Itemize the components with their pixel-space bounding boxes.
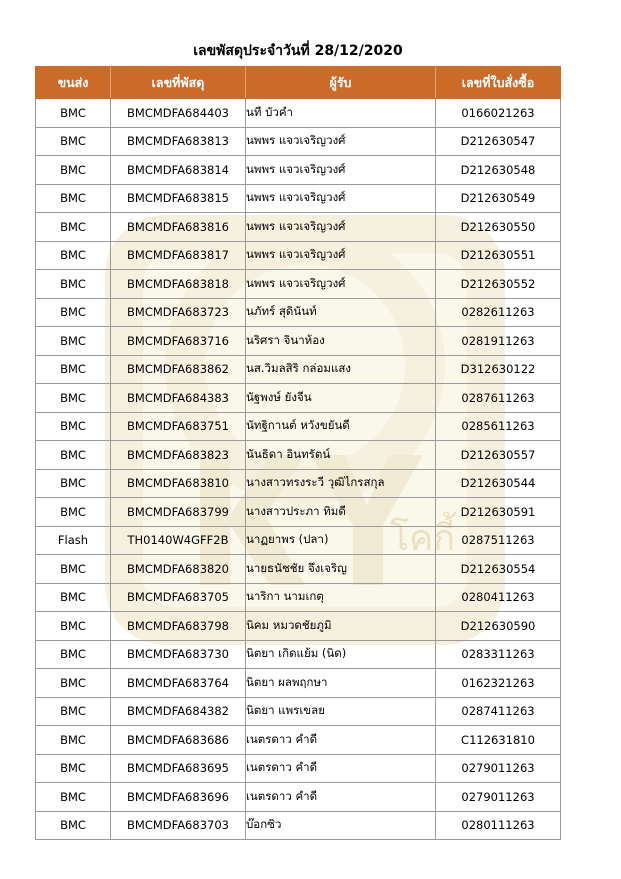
parcel-number-cell: BMCMDFA683716: [111, 327, 246, 356]
recipient-cell: นพพร แจวเจริญวงศ์: [246, 213, 436, 242]
parcel-number-cell: BMCMDFA683815: [111, 184, 246, 213]
parcel-number-cell: BMCMDFA684383: [111, 384, 246, 413]
table-row: [36, 697, 561, 726]
carrier-cell: BMC: [36, 555, 111, 584]
recipient-cell: นพพร แจวเจริญวงศ์: [246, 270, 436, 299]
order-number-cell: D212630554: [436, 555, 561, 584]
recipient-cell: นายธนัชชัย จึงเจริญ: [246, 555, 436, 584]
recipient-cell: นัทฐิกานต์ หวังขยันดี: [246, 412, 436, 441]
carrier-cell: BMC: [36, 697, 111, 726]
table-row: [36, 726, 561, 755]
parcel-number-cell: TH0140W4GFF2B: [111, 526, 246, 555]
table-row: [36, 469, 561, 498]
parcel-number-cell: BMCMDFA683862: [111, 355, 246, 384]
order-number-cell: D212630552: [436, 270, 561, 299]
table-row: [36, 241, 561, 270]
recipient-cell: นิคม หมวดชัยภูมิ: [246, 612, 436, 641]
order-number-cell: D212630549: [436, 184, 561, 213]
parcel-table: [35, 66, 561, 840]
table-row: [36, 156, 561, 185]
table-row: [36, 355, 561, 384]
order-number-cell: 0282611263: [436, 298, 561, 327]
table-row: [36, 555, 561, 584]
order-number-cell: D212630547: [436, 127, 561, 156]
table-row: [36, 526, 561, 555]
table-row: [36, 441, 561, 470]
table-row: [36, 270, 561, 299]
carrier-cell: BMC: [36, 811, 111, 840]
recipient-cell: นพพร แจวเจริญวงศ์: [246, 184, 436, 213]
recipient-cell: เนตรดาว คำดี: [246, 726, 436, 755]
recipient-cell: นพพร แจวเจริญวงศ์: [246, 156, 436, 185]
recipient-cell: นภัทร์ สุดินันท์: [246, 298, 436, 327]
recipient-cell: นิตยา ผลพฤกษา: [246, 669, 436, 698]
carrier-cell: BMC: [36, 754, 111, 783]
header-parcel-number: เลขที่พัสดุ: [111, 67, 246, 99]
recipient-cell: เนตรดาว คำดี: [246, 783, 436, 812]
parcel-number-cell: BMCMDFA683798: [111, 612, 246, 641]
carrier-cell: BMC: [36, 99, 111, 128]
table-row: [36, 498, 561, 527]
order-number-cell: D312630122: [436, 355, 561, 384]
order-number-cell: 0162321263: [436, 669, 561, 698]
parcel-number-cell: BMCMDFA683814: [111, 156, 246, 185]
recipient-cell: นันธิดา อินทรัตน์: [246, 441, 436, 470]
order-number-cell: D212630548: [436, 156, 561, 185]
recipient-cell: นาริกา นามเกตุ: [246, 583, 436, 612]
carrier-cell: BMC: [36, 127, 111, 156]
carrier-cell: BMC: [36, 412, 111, 441]
table-row: [36, 612, 561, 641]
carrier-cell: BMC: [36, 213, 111, 242]
parcel-number-cell: BMCMDFA683730: [111, 640, 246, 669]
recipient-cell: บ๊อกซิว: [246, 811, 436, 840]
carrier-cell: BMC: [36, 783, 111, 812]
recipient-cell: นพพร แจวเจริญวงศ์: [246, 241, 436, 270]
table-row: [36, 184, 561, 213]
table-row: [36, 213, 561, 242]
carrier-cell: BMC: [36, 156, 111, 185]
recipient-cell: นิตยา เกิดแย้ม (นิด): [246, 640, 436, 669]
carrier-cell: BMC: [36, 384, 111, 413]
parcel-number-cell: BMCMDFA683813: [111, 127, 246, 156]
header-recipient: ผู้รับ: [246, 67, 436, 99]
table-row: [36, 127, 561, 156]
carrier-cell: BMC: [36, 270, 111, 299]
parcel-number-cell: BMCMDFA683810: [111, 469, 246, 498]
recipient-cell: นพพร แจวเจริญวงศ์: [246, 127, 436, 156]
order-number-cell: 0285611263: [436, 412, 561, 441]
carrier-cell: BMC: [36, 327, 111, 356]
parcel-number-cell: BMCMDFA683696: [111, 783, 246, 812]
parcel-number-cell: BMCMDFA683751: [111, 412, 246, 441]
parcel-number-cell: BMCMDFA683823: [111, 441, 246, 470]
carrier-cell: BMC: [36, 612, 111, 641]
carrier-cell: BMC: [36, 355, 111, 384]
parcel-number-cell: BMCMDFA683705: [111, 583, 246, 612]
carrier-cell: BMC: [36, 669, 111, 698]
carrier-cell: BMC: [36, 298, 111, 327]
order-number-cell: D212630590: [436, 612, 561, 641]
recipient-cell: นริศรา จินาห้อง: [246, 327, 436, 356]
parcel-number-cell: BMCMDFA683799: [111, 498, 246, 527]
order-number-cell: 0280411263: [436, 583, 561, 612]
recipient-cell: นที บัวคำ: [246, 99, 436, 128]
order-number-cell: 0287511263: [436, 526, 561, 555]
order-number-cell: 0287411263: [436, 697, 561, 726]
order-number-cell: 0279011263: [436, 783, 561, 812]
parcel-number-cell: BMCMDFA683695: [111, 754, 246, 783]
parcel-number-cell: BMCMDFA683817: [111, 241, 246, 270]
table-row: [36, 99, 561, 128]
table-row: [36, 640, 561, 669]
carrier-cell: BMC: [36, 726, 111, 755]
header-carrier: ขนส่ง: [36, 67, 111, 99]
order-number-cell: D212630551: [436, 241, 561, 270]
parcel-number-cell: BMCMDFA683820: [111, 555, 246, 584]
carrier-cell: BMC: [36, 469, 111, 498]
header-order-number: เลขที่ใบสั่งซื้อ: [436, 67, 561, 99]
table-header-row: [36, 67, 561, 99]
table-row: [36, 783, 561, 812]
table-row: [36, 583, 561, 612]
table-row: [36, 754, 561, 783]
carrier-cell: BMC: [36, 498, 111, 527]
table-body: [36, 99, 561, 840]
order-number-cell: 0281911263: [436, 327, 561, 356]
parcel-number-cell: BMCMDFA683816: [111, 213, 246, 242]
parcel-number-cell: BMCMDFA683764: [111, 669, 246, 698]
recipient-cell: นส.วิมลสิริ กล่อมแสง: [246, 355, 436, 384]
parcel-number-cell: BMCMDFA683723: [111, 298, 246, 327]
carrier-cell: BMC: [36, 441, 111, 470]
parcel-number-cell: BMCMDFA684403: [111, 99, 246, 128]
parcel-number-cell: BMCMDFA683686: [111, 726, 246, 755]
order-number-cell: D212630591: [436, 498, 561, 527]
watermark-text: โคกี้: [389, 518, 455, 559]
carrier-cell: BMC: [36, 241, 111, 270]
order-number-cell: 0280111263: [436, 811, 561, 840]
recipient-cell: นางสาวทรงระวี วุฒิไกรสกุล: [246, 469, 436, 498]
parcel-number-cell: BMCMDFA683703: [111, 811, 246, 840]
order-number-cell: C112631810: [436, 726, 561, 755]
carrier-cell: BMC: [36, 184, 111, 213]
order-number-cell: 0287611263: [436, 384, 561, 413]
order-number-cell: D212630544: [436, 469, 561, 498]
table-row: [36, 811, 561, 840]
parcel-number-cell: BMCMDFA684382: [111, 697, 246, 726]
table-row: [36, 412, 561, 441]
order-number-cell: D212630557: [436, 441, 561, 470]
recipient-cell: นัฐพงษ์ ยังจีน: [246, 384, 436, 413]
carrier-cell: BMC: [36, 583, 111, 612]
recipient-cell: นิตยา แพรเขลย: [246, 697, 436, 726]
order-number-cell: 0283311263: [436, 640, 561, 669]
parcel-number-cell: BMCMDFA683818: [111, 270, 246, 299]
order-number-cell: D212630550: [436, 213, 561, 242]
table-row: [36, 384, 561, 413]
recipient-cell: นาฏยาพร (ปลา): [246, 526, 436, 555]
table-row: [36, 669, 561, 698]
recipient-cell: เนตรดาว คำดี: [246, 754, 436, 783]
carrier-cell: Flash: [36, 526, 111, 555]
order-number-cell: 0279011263: [436, 754, 561, 783]
table-row: [36, 298, 561, 327]
recipient-cell: นางสาวประภา ทิมดี: [246, 498, 436, 527]
order-number-cell: 0166021263: [436, 99, 561, 128]
carrier-cell: BMC: [36, 640, 111, 669]
table-row: [36, 327, 561, 356]
page-title: เลขพัสดุประจำวันที่ 28/12/2020: [193, 43, 403, 59]
